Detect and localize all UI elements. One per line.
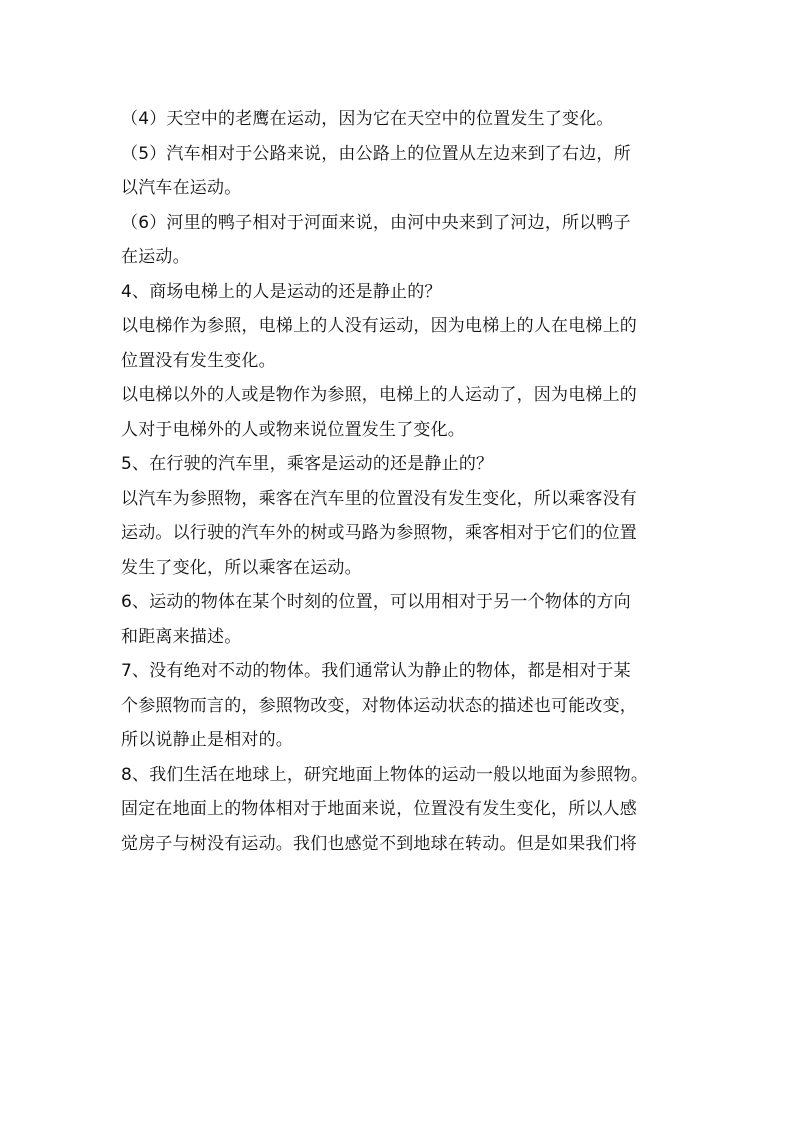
- paragraph-line: 8、我们生活在地球上，研究地面上物体的运动一般以地面为参照物。: [121, 764, 649, 785]
- paragraph-line: 所以说静止是相对的。: [121, 730, 293, 750]
- paragraph-line: （5）汽车相对于公路来说，由公路上的位置从左边来到了右边，所: [121, 143, 631, 164]
- paragraph-line: 位置没有发生变化。: [121, 350, 276, 371]
- paragraph-line: （4）天空中的老鹰在运动，因为它在天空中的位置发生了变化。: [121, 109, 614, 129]
- document-body: [121, 102, 691, 861]
- paragraph-line: 和距离来描述。: [121, 626, 242, 647]
- question-heading: 4、商场电梯上的人是运动的还是静止的？: [121, 281, 442, 302]
- paragraph-line: 6、运动的物体在某个时刻的位置，可以用相对于另一个物体的方向: [121, 592, 631, 612]
- paragraph-line: 在运动。: [121, 247, 190, 267]
- paragraph-line: 发生了变化，所以乘客在运动。: [121, 557, 362, 578]
- paragraph-line: 固定在地面上的物体相对于地面来说，位置没有发生变化，所以人感: [121, 799, 637, 819]
- paragraph-line: 觉房子与树没有运动。我们也感觉不到地球在转动。但是如果我们将: [121, 833, 637, 854]
- paragraph-line: 人对于电梯外的人或物来说位置发生了变化。: [121, 419, 465, 440]
- paragraph-line: 运动。以行驶的汽车外的树或马路为参照物，乘客相对于它们的位置: [121, 523, 637, 543]
- paragraph-line: （6）河里的鸭子相对于河面来说，由河中央来到了河边，所以鸭子: [121, 212, 631, 233]
- paragraph-line: 7、没有绝对不动的物体。我们通常认为静止的物体，都是相对于某: [121, 661, 631, 681]
- question-heading: 5、在行驶的汽车里，乘客是运动的还是静止的？: [121, 454, 494, 474]
- paragraph-line: 以电梯以外的人或是物作为参照，电梯上的人运动了，因为电梯上的: [121, 385, 637, 405]
- paragraph-line: 以电梯作为参照，电梯上的人没有运动，因为电梯上的人在电梯上的: [121, 316, 637, 336]
- paragraph-line: 以汽车为参照物，乘客在汽车里的位置没有发生变化，所以乘客没有: [121, 488, 637, 509]
- paragraph-line: 个参照物而言的，参照物改变，对物体运动状态的描述也可能改变，: [121, 695, 637, 716]
- paragraph-line: 以汽车在运动。: [121, 178, 242, 198]
